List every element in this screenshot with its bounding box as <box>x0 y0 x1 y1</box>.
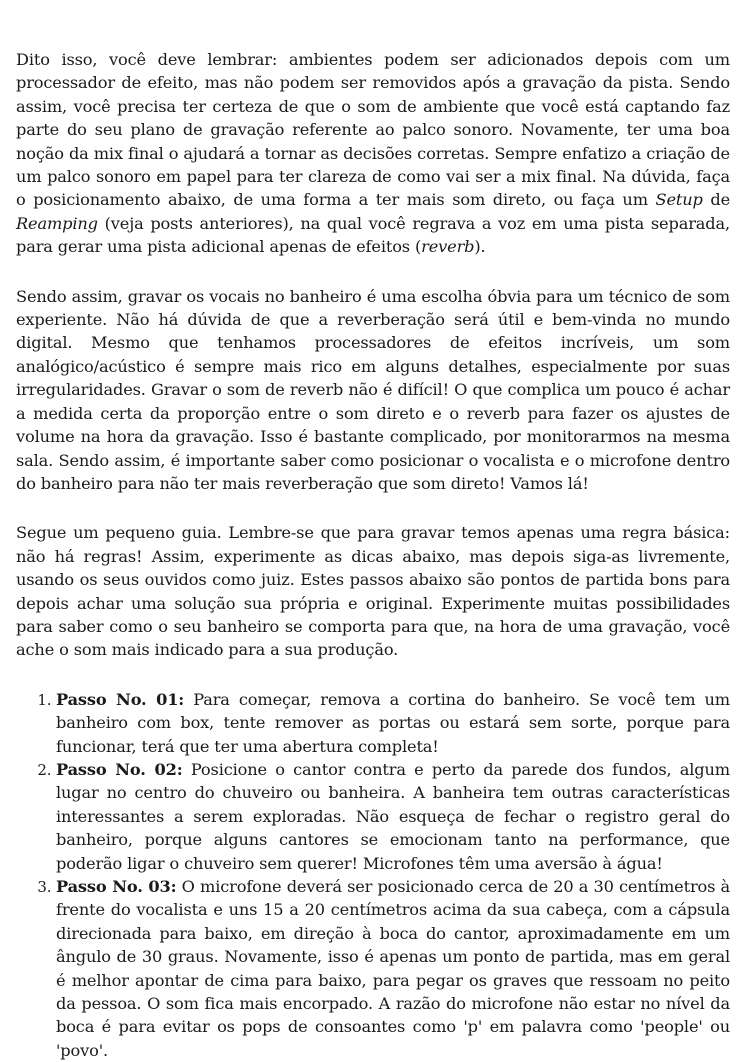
paragraph-ambience-text-1: Dito isso, você deve lembrar: ambientes podem ser adicionados depois com um processador de efeito, mas não podem ser removidos após a gravação da pista. Sendo assim, você precisa ter certeza de que o som de ambiente que você está captando faz parte do seu plano de gravação referente ao palco sonoro. Novamente, ter uma boa noção da mix final o ajudará a tornar as decisões corretas. Sempre enfatizo a criação de um palco sonoro em papel para ter clareza de como vai ser a mix final. Na dúvida, faça o posicionamento abaixo, de uma forma a ter mais som direto, ou faça um <box>16 50 730 210</box>
step-1-text: Para começar, remova a cortina do banheiro. Se você tem um banheiro com box, tente remover as portas ou estará sem sorte, porque para funcionar, terá que ter uma abertura completa! <box>56 689 730 756</box>
list-item-step-2 <box>56 758 730 875</box>
paragraph-bathroom-vocals: Sendo assim, gravar os vocais no banheiro é uma escolha óbvia para um técnico de som experiente. Não há dúvida de que a reverberação será útil e bem-vinda no mundo digital. Mesmo que tenhamos processadores de efeitos incríveis, um som analógico/acústico é sempre mais rico em alguns detalhes, especialmente por suas irregularidades. Gravar o som de reverb não é difícil! O que complica um pouco é achar a medida certa da proporção entre o som direto e o reverb para fazer os ajustes de volume na hora da gravação. Isso é bastante complicado, por monitorarmos na mesma sala. Sendo assim, é importante saber como posicionar o vocalista e o microfone dentro do banheiro para não ter mais reverberação que som direto! Vamos lá! <box>16 286 730 493</box>
paragraph-ambience-text-4: ). <box>474 237 486 257</box>
setup-term: Setup <box>655 190 703 210</box>
step-3-text: O microfone deverá ser posicionado cerca de 20 a 30 centímetros à frente do vocalista e uns 15 a 20 centímetros acima da sua cabeça, com a cápsula direcionada para baixo, em direção à boca do cantor, aproximadamente em um ângulo de 30 graus. Novamente, isso é apenas um ponto de partida, mas em geral é melhor apontar de cima para baixo, para pegar os graves que ressoam no peito da pessoa. O som fica mais encorpado. A razão do microfone não estar no nível da boca é para evitar os pops de consoantes como 'p' em palavra como 'people' ou 'povo'. <box>56 877 730 1060</box>
step-1-title: Passo No. 01: <box>56 689 185 709</box>
paragraph-ambience <box>16 48 730 259</box>
list-item-step-3 <box>56 875 730 1062</box>
step-2-title: Passo No. 02: <box>56 759 183 779</box>
reverb-term: reverb <box>421 237 475 257</box>
step-3-title: Passo No. 03: <box>56 877 177 896</box>
list-item-step-1 <box>56 688 730 758</box>
reamping-term: Reamping <box>16 213 98 233</box>
paragraph-ambience-text-3: (veja posts anteriores), na qual você regrava a voz em uma pista separada, para gerar uma pista adicional apenas de efeitos ( <box>16 213 730 257</box>
paragraph-ambience-text-2: de <box>702 190 731 210</box>
steps-list <box>16 688 730 1062</box>
step-2-text: Posicione o cantor contra e perto da parede dos fundos, algum lugar no centro do chuveiro ou banheira. A banheira tem outras características interessantes a serem exploradas. Não esqueça de fechar o registro geral do banheiro, porque alguns cantores se emocionam tanto na performance, que poderão ligar o chuveiro sem querer! Microfones têm uma aversão à água! <box>56 759 730 873</box>
paragraph-guide-intro: Segue um pequeno guia. Lembre-se que para gravar temos apenas uma regra básica: não há regras! Assim, experimente as dicas abaixo, mas depois siga-as livremente, usando os seus ouvidos como juiz. Estes passos abaixo são pontos de partida bons para depois achar uma solução sua própria e original. Experimente muitas possibilidades para saber como o seu banheiro se comporta para que, na hora de uma gravação, você ache o som mais indicado para a sua produção. <box>16 523 730 660</box>
